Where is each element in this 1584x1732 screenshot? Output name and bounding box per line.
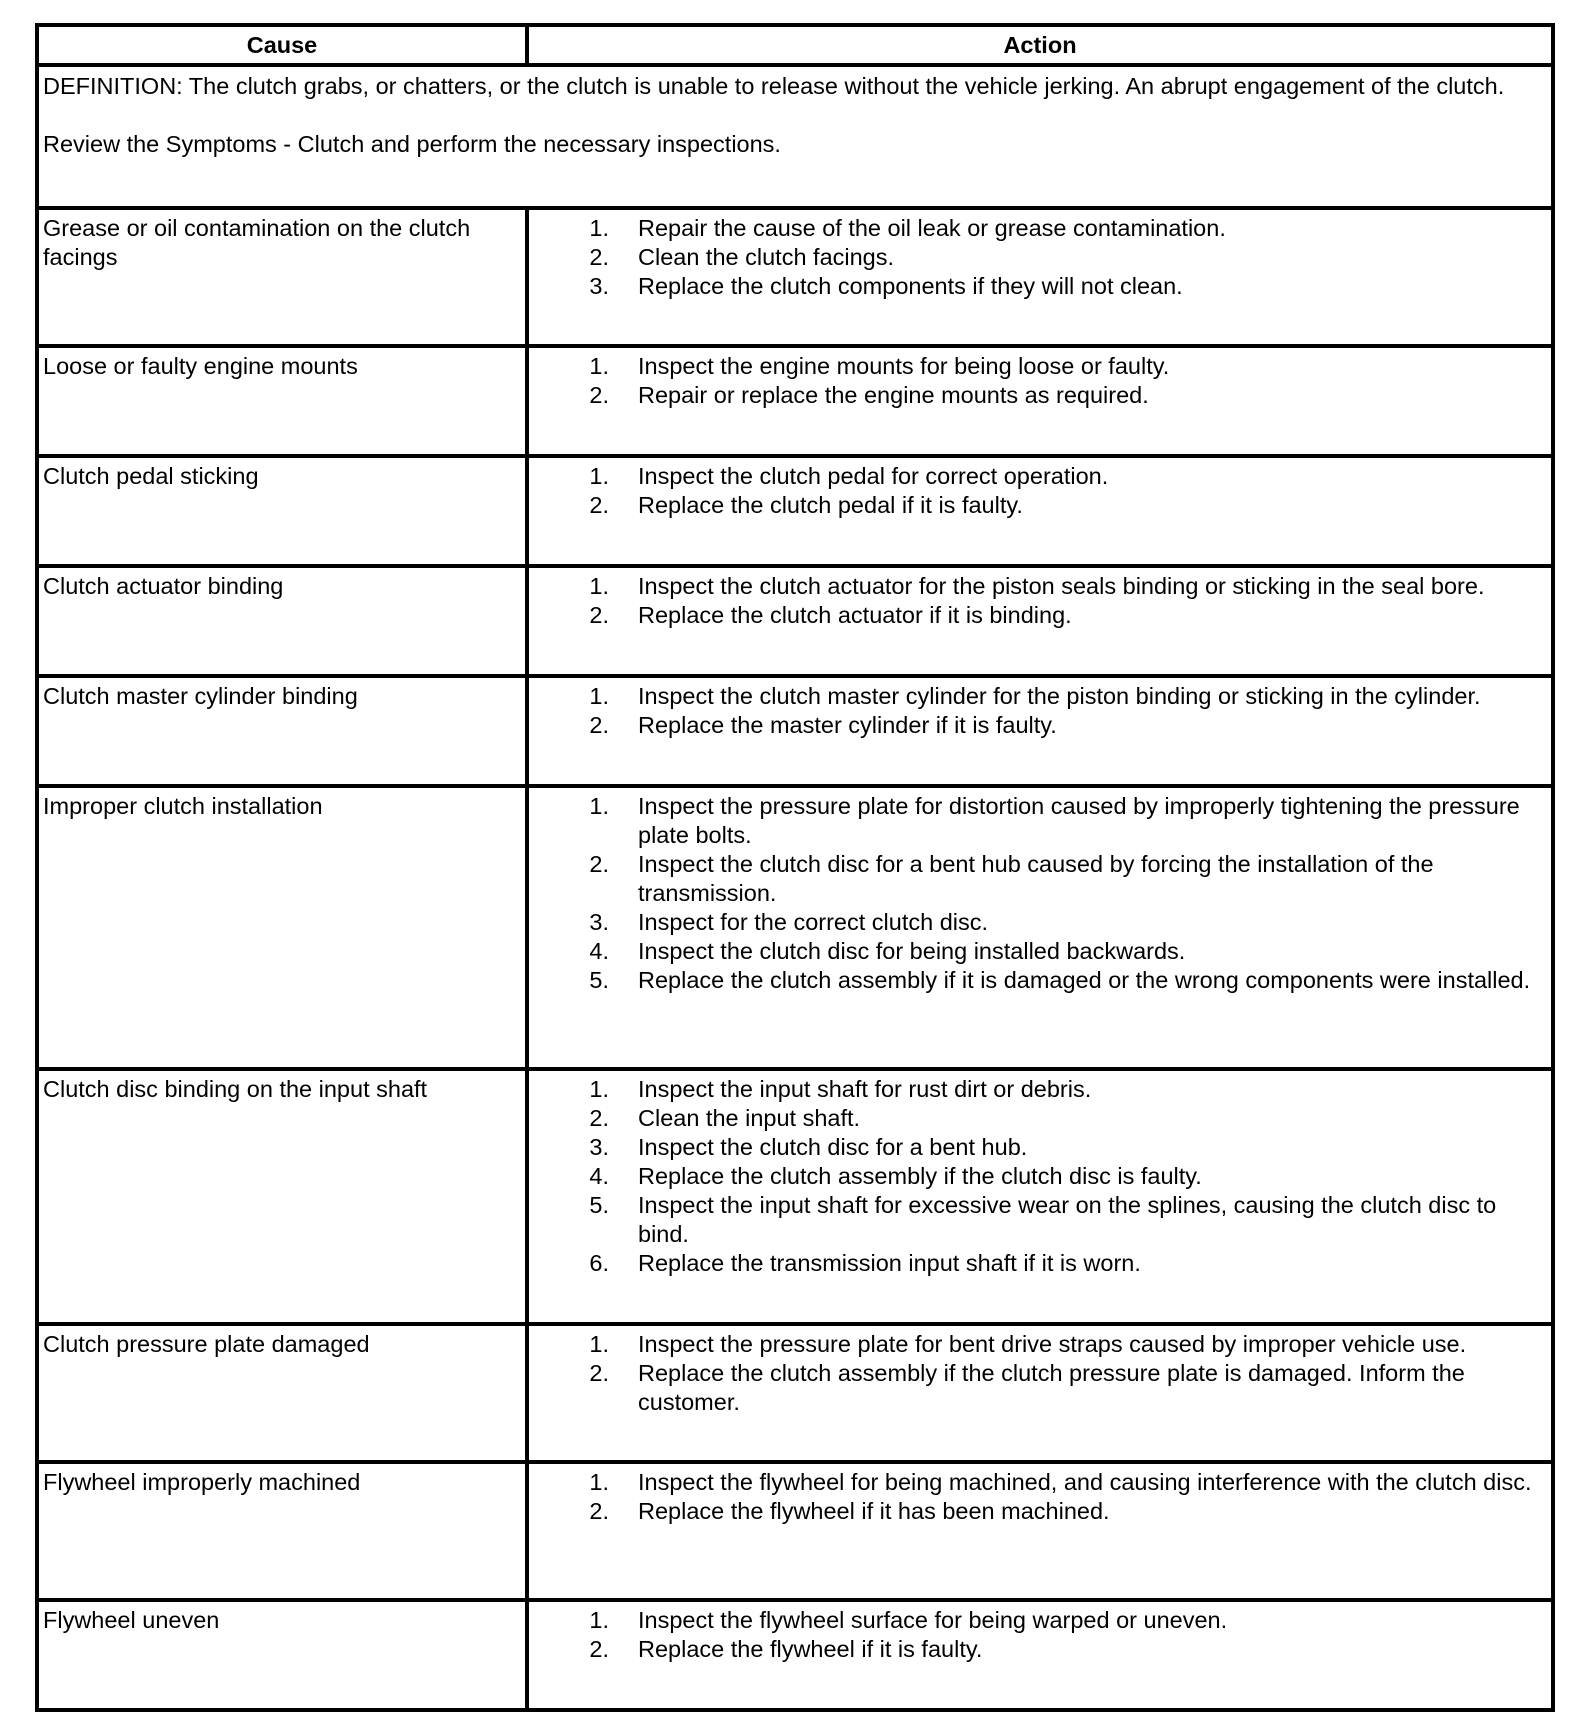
definition-text: DEFINITION: The clutch grabs, or chatters, or the clutch is unable to release without the vehicle jerking. An abrupt engagement of the clutch. [43,73,1505,99]
action-step [529,272,1541,301]
cause-text: Clutch master cylinder binding [43,683,358,709]
table-row [37,1324,1553,1462]
step-number: 2. [589,382,609,408]
step-number: 6. [589,1250,609,1276]
step-text: Replace the master cylinder if it is faulty. [638,712,1057,738]
action-step [529,1075,1541,1104]
action-cell [527,1324,1553,1462]
action-steps-list [529,1468,1541,1526]
step-text: Replace the transmission input shaft if it is worn. [638,1250,1141,1276]
table-row [37,1069,1553,1324]
action-steps-list [529,1606,1541,1664]
cause-cell [37,1462,527,1600]
step-text: Inspect the flywheel for being machined, and causing interference with the clutch disc. [638,1469,1532,1495]
action-step [529,937,1541,966]
step-text: Inspect the clutch disc for a bent hub. [638,1134,1028,1160]
action-cell [527,676,1553,786]
cause-text: Flywheel improperly machined [43,1469,361,1495]
action-step [529,1635,1541,1664]
action-steps-list [529,462,1541,520]
cause-cell [37,456,527,566]
action-step [529,1497,1541,1526]
action-step [529,966,1541,995]
cause-text: Improper clutch installation [43,793,323,819]
table-row [37,676,1553,786]
step-number: 2. [589,1360,609,1386]
step-text: Repair or replace the engine mounts as required. [638,382,1149,408]
action-step [529,1606,1541,1635]
action-step [529,792,1541,850]
action-steps-list [529,352,1541,410]
step-text: Inspect the clutch disc for a bent hub caused by forcing the installation of the transmission. [638,851,1434,906]
action-step [529,711,1541,740]
cause-text: Clutch actuator binding [43,573,284,599]
action-step [529,214,1541,243]
action-steps-list [529,792,1541,995]
step-text: Clean the clutch facings. [638,244,895,270]
step-number: 1. [589,793,609,819]
step-text: Inspect the pressure plate for distortion caused by improperly tightening the pressure plate bolts. [638,793,1520,848]
definition-row [37,65,1553,208]
action-steps-list [529,682,1541,740]
action-step [529,572,1541,601]
step-text: Inspect for the correct clutch disc. [638,909,989,935]
action-step [529,601,1541,630]
step-text: Replace the clutch assembly if the clutch disc is faulty. [638,1163,1202,1189]
step-number: 3. [589,1134,609,1160]
action-step [529,1359,1541,1417]
action-step [529,682,1541,711]
cause-cell [37,1324,527,1462]
step-number: 4. [589,938,609,964]
action-steps-list [529,214,1541,301]
cause-column-header: Cause [37,25,527,65]
step-text: Replace the clutch assembly if it is damaged or the wrong components were installed. [638,967,1531,993]
action-steps-list [529,1330,1541,1417]
step-text: Inspect the engine mounts for being loose or faulty. [638,353,1170,379]
action-step [529,1330,1541,1359]
table-row [37,1600,1553,1710]
action-step [529,243,1541,272]
step-text: Replace the clutch pedal if it is faulty. [638,492,1023,518]
action-cell [527,456,1553,566]
cause-cell [37,676,527,786]
step-text: Inspect the pressure plate for bent drive straps caused by improper vehicle use. [638,1331,1467,1357]
table-row [37,1462,1553,1600]
action-cell [527,346,1553,456]
step-text: Inspect the input shaft for excessive wear on the splines, causing the clutch disc to bind. [638,1192,1497,1247]
action-step [529,850,1541,908]
cause-text: Clutch disc binding on the input shaft [43,1076,428,1102]
step-number: 1. [589,1607,609,1633]
action-column-header: Action [527,25,1553,65]
cause-text: Clutch pedal sticking [43,463,259,489]
step-number: 1. [589,683,609,709]
step-text: Replace the clutch actuator if it is binding. [638,602,1072,628]
step-number: 4. [589,1163,609,1189]
cause-cell [37,566,527,676]
cause-cell [37,1600,527,1710]
step-text: Replace the clutch assembly if the clutch pressure plate is damaged. Inform the customer. [638,1360,1465,1415]
step-number: 1. [589,573,609,599]
step-number: 1. [589,1331,609,1357]
definition-spacer [43,101,1543,130]
cause-cell [37,786,527,1069]
action-step [529,1249,1541,1278]
action-step [529,1104,1541,1133]
action-cell [527,786,1553,1069]
step-text: Clean the input shaft. [638,1105,861,1131]
action-steps-list [529,572,1541,630]
action-cell [527,1600,1553,1710]
diagnostic-table [35,23,1555,1712]
action-step [529,491,1541,520]
step-number: 2. [589,492,609,518]
action-steps-list [529,1075,1541,1278]
step-text: Inspect the clutch disc for being installed backwards. [638,938,1186,964]
step-number: 2. [589,1105,609,1131]
step-number: 1. [589,1076,609,1102]
step-number: 5. [589,967,609,993]
step-number: 1. [589,463,609,489]
action-step [529,1191,1541,1249]
review-instruction: Review the Symptoms - Clutch and perform the necessary inspections. [43,131,781,157]
step-number: 3. [589,273,609,299]
step-number: 3. [589,909,609,935]
cause-text: Grease or oil contamination on the clutch facings [43,215,471,270]
step-text: Replace the flywheel if it is faulty. [638,1636,983,1662]
step-number: 2. [589,244,609,270]
action-step [529,1133,1541,1162]
action-step [529,908,1541,937]
table-row [37,566,1553,676]
action-cell [527,208,1553,346]
step-number: 1. [589,353,609,379]
table-row [37,346,1553,456]
step-number: 2. [589,1498,609,1524]
action-step [529,1162,1541,1191]
step-text: Inspect the clutch actuator for the piston seals binding or sticking in the seal bore. [638,573,1485,599]
table-body [37,65,1553,1710]
step-number: 2. [589,602,609,628]
cause-text: Clutch pressure plate damaged [43,1331,370,1357]
step-text: Inspect the input shaft for rust dirt or debris. [638,1076,1092,1102]
cause-cell [37,208,527,346]
action-cell [527,1462,1553,1600]
step-text: Repair the cause of the oil leak or grease contamination. [638,215,1226,241]
cause-text: Loose or faulty engine mounts [43,353,358,379]
table-row [37,208,1553,346]
step-text: Replace the clutch components if they will not clean. [638,273,1183,299]
step-number: 1. [589,1469,609,1495]
action-step [529,462,1541,491]
cause-text: Flywheel uneven [43,1607,220,1633]
action-step [529,352,1541,381]
action-cell [527,1069,1553,1324]
action-step [529,381,1541,410]
definition-cell [37,65,1553,208]
step-number: 5. [589,1192,609,1218]
table-row [37,786,1553,1069]
action-step [529,1468,1541,1497]
step-text: Inspect the clutch master cylinder for the piston binding or sticking in the cylinder. [638,683,1481,709]
step-number: 2. [589,712,609,738]
step-number: 2. [589,851,609,877]
action-cell [527,566,1553,676]
step-text: Inspect the flywheel surface for being warped or uneven. [638,1607,1228,1633]
cause-cell [37,1069,527,1324]
header-row [37,25,1553,65]
step-number: 1. [589,215,609,241]
cause-cell [37,346,527,456]
step-number: 2. [589,1636,609,1662]
step-text: Inspect the clutch pedal for correct operation. [638,463,1109,489]
table-row [37,456,1553,566]
step-text: Replace the flywheel if it has been machined. [638,1498,1110,1524]
